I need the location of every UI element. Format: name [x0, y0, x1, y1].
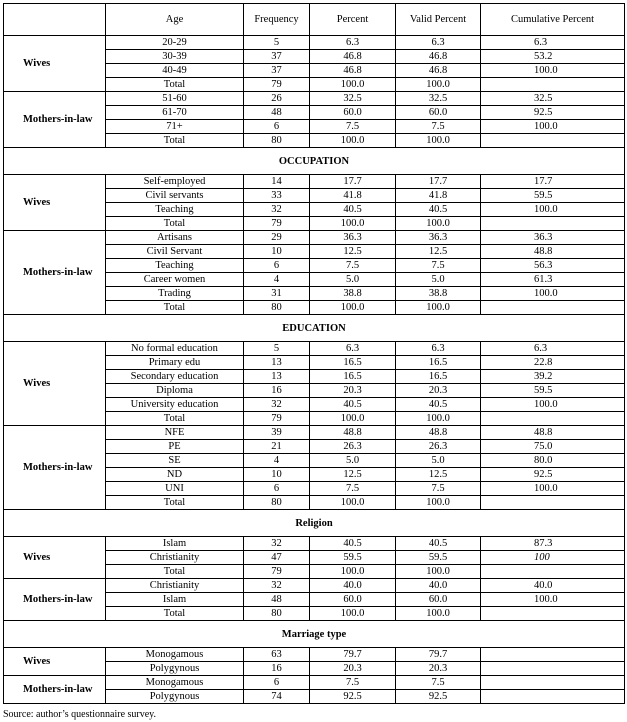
category-cell: Self-employed: [106, 175, 244, 189]
cumulative-percent-cell: 100: [481, 551, 625, 565]
frequency-cell: 13: [244, 356, 310, 370]
group-label: Wives: [4, 342, 106, 426]
group-label: Mothers-in-law: [4, 92, 106, 148]
cumulative-percent-cell: [481, 648, 625, 662]
category-cell: Primary edu: [106, 356, 244, 370]
table-row: [4, 231, 625, 245]
valid-percent-cell: 20.3: [396, 384, 481, 398]
header-frequency: Frequency: [244, 4, 310, 36]
category-cell: 30-39: [106, 50, 244, 64]
valid-percent-cell: 100.0: [396, 78, 481, 92]
frequency-cell: 5: [244, 342, 310, 356]
frequency-cell: 6: [244, 676, 310, 690]
percent-cell: 12.5: [310, 468, 396, 482]
cumulative-percent-cell: [481, 690, 625, 704]
table-row: [4, 537, 625, 551]
valid-percent-cell: 7.5: [396, 676, 481, 690]
percent-cell: 5.0: [310, 273, 396, 287]
header-percent: Percent: [310, 4, 396, 36]
section-title: Marriage type: [4, 621, 625, 648]
frequency-cell: 26: [244, 92, 310, 106]
frequency-cell: 80: [244, 134, 310, 148]
frequency-cell: 48: [244, 106, 310, 120]
percent-cell: 20.3: [310, 662, 396, 676]
valid-percent-cell: 100.0: [396, 301, 481, 315]
valid-percent-cell: 59.5: [396, 551, 481, 565]
percent-cell: 17.7: [310, 175, 396, 189]
valid-percent-cell: 20.3: [396, 662, 481, 676]
cumulative-percent-cell: [481, 412, 625, 426]
percent-cell: 48.8: [310, 426, 396, 440]
valid-percent-cell: 60.0: [396, 106, 481, 120]
table-row: [4, 579, 625, 593]
percent-cell: 100.0: [310, 607, 396, 621]
group-label: Mothers-in-law: [4, 231, 106, 315]
percent-cell: 20.3: [310, 384, 396, 398]
header-row: [4, 4, 625, 36]
cumulative-percent-cell: 56.3: [481, 259, 625, 273]
cumulative-percent-cell: 39.2: [481, 370, 625, 384]
frequency-cell: 32: [244, 579, 310, 593]
valid-percent-cell: 100.0: [396, 565, 481, 579]
section-title: OCCUPATION: [4, 148, 625, 175]
category-cell: Secondary education: [106, 370, 244, 384]
frequency-cell: 6: [244, 482, 310, 496]
cumulative-percent-cell: 100.0: [481, 287, 625, 301]
category-cell: NFE: [106, 426, 244, 440]
category-cell: Total: [106, 607, 244, 621]
frequency-cell: 63: [244, 648, 310, 662]
frequency-cell: 79: [244, 78, 310, 92]
frequency-cell: 37: [244, 50, 310, 64]
category-cell: 20-29: [106, 36, 244, 50]
frequency-cell: 37: [244, 64, 310, 78]
frequency-cell: 47: [244, 551, 310, 565]
category-cell: Trading: [106, 287, 244, 301]
percent-cell: 60.0: [310, 593, 396, 607]
category-cell: 51-60: [106, 92, 244, 106]
cumulative-percent-cell: 6.3: [481, 36, 625, 50]
valid-percent-cell: 38.8: [396, 287, 481, 301]
percent-cell: 12.5: [310, 245, 396, 259]
frequency-cell: 4: [244, 454, 310, 468]
category-cell: Career women: [106, 273, 244, 287]
valid-percent-cell: 7.5: [396, 259, 481, 273]
category-cell: Polygynous: [106, 690, 244, 704]
cumulative-percent-cell: [481, 496, 625, 510]
frequency-cell: 32: [244, 203, 310, 217]
cumulative-percent-cell: 92.5: [481, 106, 625, 120]
table-row: [4, 426, 625, 440]
percent-cell: 59.5: [310, 551, 396, 565]
table-row: [4, 92, 625, 106]
cumulative-percent-cell: 100.0: [481, 64, 625, 78]
category-cell: 61-70: [106, 106, 244, 120]
valid-percent-cell: 5.0: [396, 273, 481, 287]
valid-percent-cell: 40.5: [396, 398, 481, 412]
category-cell: Total: [106, 301, 244, 315]
category-cell: Total: [106, 217, 244, 231]
category-cell: ND: [106, 468, 244, 482]
frequency-cell: 80: [244, 607, 310, 621]
category-cell: Civil servants: [106, 189, 244, 203]
frequency-cell: 33: [244, 189, 310, 203]
valid-percent-cell: 36.3: [396, 231, 481, 245]
valid-percent-cell: 40.5: [396, 203, 481, 217]
valid-percent-cell: 12.5: [396, 245, 481, 259]
cumulative-percent-cell: 92.5: [481, 468, 625, 482]
valid-percent-cell: 46.8: [396, 64, 481, 78]
valid-percent-cell: 100.0: [396, 496, 481, 510]
header-empty-cell: [4, 4, 106, 36]
cumulative-percent-cell: [481, 301, 625, 315]
percent-cell: 100.0: [310, 412, 396, 426]
cumulative-percent-cell: 100.0: [481, 398, 625, 412]
cumulative-percent-cell: 61.3: [481, 273, 625, 287]
category-cell: Total: [106, 412, 244, 426]
category-cell: Total: [106, 134, 244, 148]
valid-percent-cell: 100.0: [396, 412, 481, 426]
cumulative-percent-cell: 100.0: [481, 203, 625, 217]
percent-cell: 100.0: [310, 217, 396, 231]
frequency-cell: 32: [244, 537, 310, 551]
section-header-row: [4, 315, 625, 342]
percent-cell: 32.5: [310, 92, 396, 106]
category-cell: PE: [106, 440, 244, 454]
percent-cell: 16.5: [310, 370, 396, 384]
category-cell: Christianity: [106, 551, 244, 565]
cumulative-percent-cell: 100.0: [481, 482, 625, 496]
section-header-row: [4, 621, 625, 648]
group-label: Mothers-in-law: [4, 676, 106, 704]
category-cell: Polygynous: [106, 662, 244, 676]
valid-percent-cell: 40.5: [396, 537, 481, 551]
valid-percent-cell: 79.7: [396, 648, 481, 662]
survey-data-table: [3, 3, 625, 704]
percent-cell: 92.5: [310, 690, 396, 704]
valid-percent-cell: 41.8: [396, 189, 481, 203]
percent-cell: 16.5: [310, 356, 396, 370]
category-cell: 71+: [106, 120, 244, 134]
category-cell: Total: [106, 78, 244, 92]
cumulative-percent-cell: [481, 134, 625, 148]
percent-cell: 46.8: [310, 50, 396, 64]
valid-percent-cell: 26.3: [396, 440, 481, 454]
percent-cell: 36.3: [310, 231, 396, 245]
category-cell: Diploma: [106, 384, 244, 398]
table-body: [4, 4, 625, 704]
frequency-cell: 10: [244, 468, 310, 482]
cumulative-percent-cell: 75.0: [481, 440, 625, 454]
percent-cell: 7.5: [310, 482, 396, 496]
cumulative-percent-cell: 80.0: [481, 454, 625, 468]
cumulative-percent-cell: 59.5: [481, 384, 625, 398]
percent-cell: 40.0: [310, 579, 396, 593]
percent-cell: 40.5: [310, 537, 396, 551]
frequency-cell: 5: [244, 36, 310, 50]
cumulative-percent-cell: 53.2: [481, 50, 625, 64]
frequency-cell: 32: [244, 398, 310, 412]
valid-percent-cell: 5.0: [396, 454, 481, 468]
valid-percent-cell: 46.8: [396, 50, 481, 64]
frequency-cell: 6: [244, 120, 310, 134]
frequency-cell: 6: [244, 259, 310, 273]
percent-cell: 7.5: [310, 120, 396, 134]
frequency-cell: 16: [244, 384, 310, 398]
category-cell: No formal education: [106, 342, 244, 356]
percent-cell: 60.0: [310, 106, 396, 120]
percent-cell: 41.8: [310, 189, 396, 203]
category-cell: Teaching: [106, 203, 244, 217]
percent-cell: 6.3: [310, 342, 396, 356]
percent-cell: 7.5: [310, 676, 396, 690]
cumulative-percent-cell: [481, 217, 625, 231]
category-cell: Civil Servant: [106, 245, 244, 259]
section-header-row: [4, 510, 625, 537]
cumulative-percent-cell: 22.8: [481, 356, 625, 370]
valid-percent-cell: 92.5: [396, 690, 481, 704]
frequency-cell: 13: [244, 370, 310, 384]
frequency-cell: 80: [244, 496, 310, 510]
percent-cell: 100.0: [310, 134, 396, 148]
cumulative-percent-cell: 32.5: [481, 92, 625, 106]
group-label: Mothers-in-law: [4, 579, 106, 621]
group-label: Wives: [4, 537, 106, 579]
category-cell: 40-49: [106, 64, 244, 78]
group-label: Wives: [4, 175, 106, 231]
section-header-row: [4, 148, 625, 175]
table-row: [4, 648, 625, 662]
cumulative-percent-cell: 6.3: [481, 342, 625, 356]
category-cell: Teaching: [106, 259, 244, 273]
valid-percent-cell: 12.5: [396, 468, 481, 482]
table-row: [4, 175, 625, 189]
percent-cell: 79.7: [310, 648, 396, 662]
category-cell: Artisans: [106, 231, 244, 245]
cumulative-percent-cell: [481, 676, 625, 690]
section-title: EDUCATION: [4, 315, 625, 342]
header-age: Age: [106, 4, 244, 36]
frequency-cell: 29: [244, 231, 310, 245]
data-table-container: [3, 3, 624, 704]
cumulative-percent-cell: [481, 565, 625, 579]
frequency-cell: 21: [244, 440, 310, 454]
frequency-cell: 31: [244, 287, 310, 301]
cumulative-percent-cell: 100.0: [481, 593, 625, 607]
valid-percent-cell: 7.5: [396, 120, 481, 134]
cumulative-percent-cell: 59.5: [481, 189, 625, 203]
valid-percent-cell: 16.5: [396, 370, 481, 384]
category-cell: Monogamous: [106, 676, 244, 690]
category-cell: UNI: [106, 482, 244, 496]
percent-cell: 40.5: [310, 398, 396, 412]
cumulative-percent-cell: 100.0: [481, 120, 625, 134]
frequency-cell: 74: [244, 690, 310, 704]
percent-cell: 7.5: [310, 259, 396, 273]
header-cumulative-percent: Cumulative Percent: [481, 4, 625, 36]
cumulative-percent-cell: [481, 662, 625, 676]
valid-percent-cell: 6.3: [396, 342, 481, 356]
frequency-cell: 39: [244, 426, 310, 440]
valid-percent-cell: 48.8: [396, 426, 481, 440]
valid-percent-cell: 6.3: [396, 36, 481, 50]
valid-percent-cell: 7.5: [396, 482, 481, 496]
percent-cell: 26.3: [310, 440, 396, 454]
percent-cell: 40.5: [310, 203, 396, 217]
frequency-cell: 16: [244, 662, 310, 676]
category-cell: Christianity: [106, 579, 244, 593]
table-row: [4, 342, 625, 356]
category-cell: Islam: [106, 593, 244, 607]
category-cell: Monogamous: [106, 648, 244, 662]
frequency-cell: 48: [244, 593, 310, 607]
valid-percent-cell: 32.5: [396, 92, 481, 106]
frequency-cell: 10: [244, 245, 310, 259]
valid-percent-cell: 100.0: [396, 134, 481, 148]
percent-cell: 46.8: [310, 64, 396, 78]
source-note: Source: author’s questionnaire survey.: [3, 709, 157, 720]
frequency-cell: 80: [244, 301, 310, 315]
table-row: [4, 36, 625, 50]
section-title: Religion: [4, 510, 625, 537]
frequency-cell: 79: [244, 565, 310, 579]
header-valid-percent: Valid Percent: [396, 4, 481, 36]
category-cell: Total: [106, 496, 244, 510]
frequency-cell: 4: [244, 273, 310, 287]
category-cell: University education: [106, 398, 244, 412]
frequency-cell: 79: [244, 217, 310, 231]
group-label: Wives: [4, 36, 106, 92]
group-label: Mothers-in-law: [4, 426, 106, 510]
cumulative-percent-cell: 17.7: [481, 175, 625, 189]
frequency-cell: 79: [244, 412, 310, 426]
valid-percent-cell: 60.0: [396, 593, 481, 607]
percent-cell: 38.8: [310, 287, 396, 301]
valid-percent-cell: 17.7: [396, 175, 481, 189]
percent-cell: 100.0: [310, 565, 396, 579]
table-row: [4, 676, 625, 690]
percent-cell: 100.0: [310, 301, 396, 315]
cumulative-percent-cell: [481, 607, 625, 621]
category-cell: Total: [106, 565, 244, 579]
valid-percent-cell: 100.0: [396, 217, 481, 231]
cumulative-percent-cell: [481, 78, 625, 92]
valid-percent-cell: 16.5: [396, 356, 481, 370]
cumulative-percent-cell: 87.3: [481, 537, 625, 551]
cumulative-percent-cell: 48.8: [481, 426, 625, 440]
cumulative-percent-cell: 36.3: [481, 231, 625, 245]
percent-cell: 5.0: [310, 454, 396, 468]
category-cell: Islam: [106, 537, 244, 551]
percent-cell: 100.0: [310, 496, 396, 510]
percent-cell: 100.0: [310, 78, 396, 92]
valid-percent-cell: 100.0: [396, 607, 481, 621]
group-label: Wives: [4, 648, 106, 676]
percent-cell: 6.3: [310, 36, 396, 50]
cumulative-percent-cell: 40.0: [481, 579, 625, 593]
cumulative-percent-cell: 48.8: [481, 245, 625, 259]
frequency-cell: 14: [244, 175, 310, 189]
category-cell: SE: [106, 454, 244, 468]
valid-percent-cell: 40.0: [396, 579, 481, 593]
